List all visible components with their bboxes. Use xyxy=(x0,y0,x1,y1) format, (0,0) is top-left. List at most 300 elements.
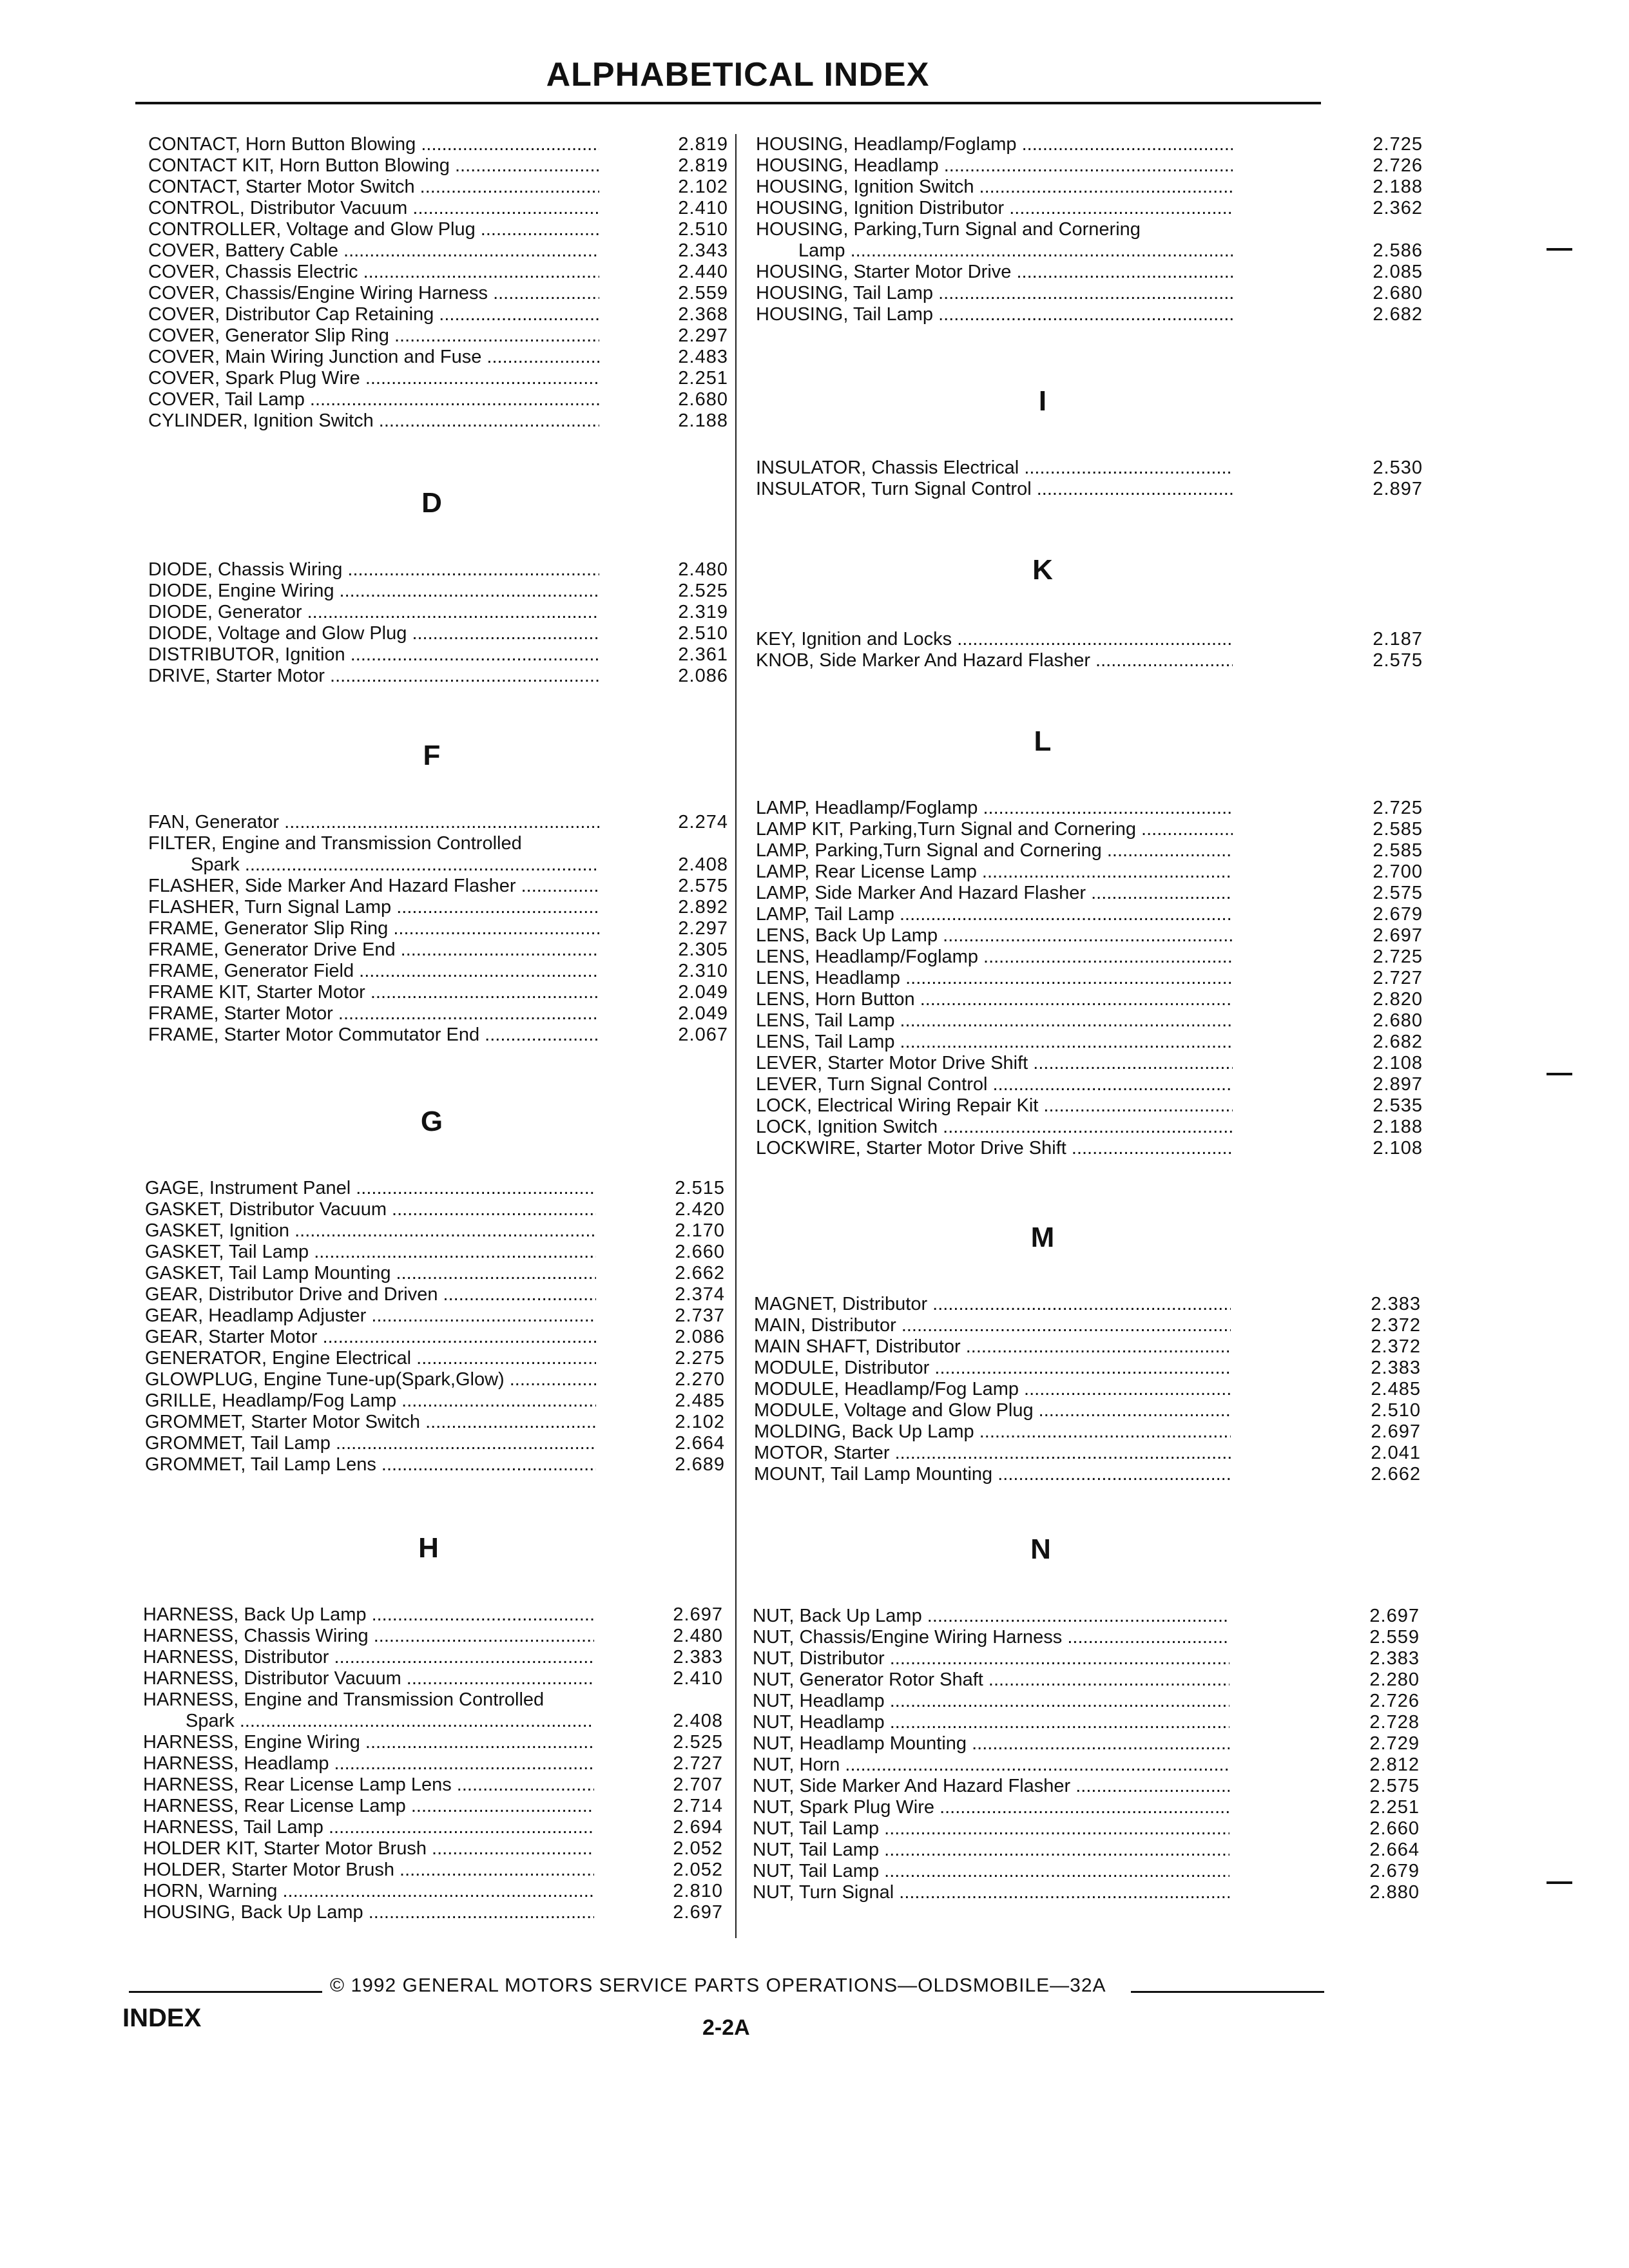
index-entry-page: 2.897 xyxy=(1373,479,1423,499)
index-entry-page: 2.660 xyxy=(1369,1818,1420,1839)
index-entry-text: GROMMET, Tail Lamp Lens ..... xyxy=(145,1454,596,1475)
index-entry-page: 2.820 xyxy=(1373,989,1423,1010)
index-entry-text: HARNESS, Distributor ..... xyxy=(143,1647,594,1668)
index-entry-page: 2.714 xyxy=(673,1796,723,1816)
index-entry-page: 2.682 xyxy=(1373,1032,1423,1052)
index-entry-text: DIODE, Voltage and Glow Plug ..... xyxy=(148,623,599,644)
index-entry-text: MAGNET, Distributor ..... xyxy=(754,1294,1231,1315)
index-entry-page: 2.586 xyxy=(1373,240,1423,261)
section-letter-n: N xyxy=(1030,1533,1051,1565)
index-entry-text: LENS, Tail Lamp ..... xyxy=(756,1032,1233,1053)
index-entry xyxy=(0,1796,730,1817)
index-group-d xyxy=(0,559,735,687)
index-entry-page: 2.420 xyxy=(675,1199,725,1220)
index-entry xyxy=(0,812,735,833)
index-entry xyxy=(733,1861,1442,1882)
index-entry-text: COVER, Chassis Electric ..... xyxy=(148,262,599,283)
index-entry xyxy=(737,840,1445,861)
index-entry-page: 2.086 xyxy=(678,666,728,686)
index-entry xyxy=(0,389,735,410)
index-entry-page: 2.041 xyxy=(1371,1443,1421,1463)
index-entry-page: 2.485 xyxy=(1371,1379,1421,1399)
index-entry-page: 2.727 xyxy=(1373,968,1423,988)
index-entry xyxy=(0,347,735,368)
index-entry xyxy=(737,283,1445,304)
index-entry xyxy=(0,666,735,687)
index-entry-text: HOUSING, Back Up Lamp ..... xyxy=(143,1902,594,1923)
index-entry-text: FRAME, Generator Slip Ring ..... xyxy=(148,918,599,939)
index-entry-text: DIODE, Chassis Wiring ..... xyxy=(148,559,599,581)
index-entry-text: GROMMET, Starter Motor Switch ..... xyxy=(145,1412,596,1433)
index-entry xyxy=(0,1881,730,1902)
index-entry-page: 2.697 xyxy=(673,1902,723,1923)
index-entry-text: FRAME KIT, Starter Motor ..... xyxy=(148,982,599,1003)
index-entry xyxy=(0,1433,732,1454)
index-entry xyxy=(737,798,1445,819)
index-entry-text: LAMP, Tail Lamp ..... xyxy=(756,904,1233,925)
index-entry xyxy=(737,134,1445,155)
index-entry-text: COVER, Chassis/Engine Wiring Harness ..... xyxy=(148,283,599,304)
index-entry-page: 2.319 xyxy=(678,602,728,622)
index-entry xyxy=(0,559,735,581)
index-entry-text: HOUSING, Ignition Distributor ..... xyxy=(756,198,1233,219)
index-entry-text: Lamp ..... xyxy=(756,240,1233,262)
index-entry xyxy=(0,1263,732,1284)
index-entry-page: 2.297 xyxy=(678,918,728,939)
index-entry-text: MODULE, Distributor ..... xyxy=(754,1358,1231,1379)
index-entry xyxy=(735,1294,1443,1315)
index-entry-page: 2.408 xyxy=(678,854,728,875)
index-entry-page: 2.679 xyxy=(1369,1861,1420,1881)
index-group-f xyxy=(0,812,735,1046)
index-entry-page: 2.187 xyxy=(1373,629,1423,649)
index-entry-page: 2.052 xyxy=(673,1838,723,1859)
index-entry-page: 2.664 xyxy=(1369,1840,1420,1860)
index-entry xyxy=(737,262,1445,283)
index-entry-page: 2.188 xyxy=(1373,177,1423,197)
index-entry xyxy=(733,1691,1442,1712)
section-letter-f: F xyxy=(423,740,441,771)
index-entry-page: 2.737 xyxy=(675,1305,725,1326)
index-entry-page: 2.275 xyxy=(675,1348,725,1369)
index-entry-text: HARNESS, Distributor Vacuum ..... xyxy=(143,1668,594,1689)
index-entry-page: 2.297 xyxy=(678,325,728,346)
index-entry-page: 2.280 xyxy=(1369,1669,1420,1690)
index-entry-page: 2.383 xyxy=(673,1647,723,1667)
index-entry xyxy=(733,1648,1442,1669)
index-entry xyxy=(0,368,735,389)
index-entry xyxy=(0,602,735,623)
index-entry-text: KNOB, Side Marker And Hazard Flasher ..... xyxy=(756,650,1233,671)
index-entry-page: 2.410 xyxy=(673,1668,723,1689)
index-entry-page: 2.530 xyxy=(1373,457,1423,478)
section-letter-i: I xyxy=(1038,385,1047,417)
index-entry-text: NUT, Headlamp ..... xyxy=(753,1712,1229,1733)
index-entry-text: LENS, Horn Button ..... xyxy=(756,989,1233,1010)
index-entry-page: 2.559 xyxy=(1369,1627,1420,1648)
index-entry-text: HOUSING, Tail Lamp ..... xyxy=(756,304,1233,325)
index-entry-text: HARNESS, Headlamp ..... xyxy=(143,1753,594,1774)
index-entry xyxy=(735,1379,1443,1400)
index-entry-text: Spark ..... xyxy=(148,854,599,876)
section-letter-g: G xyxy=(420,1106,443,1137)
index-entry-text: NUT, Generator Rotor Shaft ..... xyxy=(753,1669,1229,1691)
index-entry xyxy=(737,1074,1445,1095)
index-entry-page: 2.368 xyxy=(678,304,728,325)
index-entry-text: DISTRIBUTOR, Ignition ..... xyxy=(148,644,599,666)
index-entry-text: DRIVE, Starter Motor ..... xyxy=(148,666,599,687)
index-entry-text: FRAME, Generator Field ..... xyxy=(148,961,599,982)
index-entry xyxy=(0,1220,732,1242)
index-entry xyxy=(0,939,735,961)
index-entry-page: 2.510 xyxy=(678,623,728,644)
index-entry xyxy=(0,918,735,939)
index-entry-page: 2.662 xyxy=(675,1263,725,1283)
index-entry-text: COVER, Main Wiring Junction and Fuse ..... xyxy=(148,347,599,368)
index-entry xyxy=(0,623,735,644)
section-letter-k: K xyxy=(1032,554,1053,586)
index-entry-text: LAMP, Parking,Turn Signal and Cornering ..... xyxy=(756,840,1233,861)
index-entry-text: LOCKWIRE, Starter Motor Drive Shift ..... xyxy=(756,1138,1233,1159)
index-entry-page: 2.707 xyxy=(673,1774,723,1795)
index-entry-text: HOUSING, Tail Lamp ..... xyxy=(756,283,1233,304)
index-entry xyxy=(0,1305,732,1327)
index-group-n xyxy=(733,1606,1442,1903)
index-entry-page: 2.700 xyxy=(1373,861,1423,882)
index-entry-text: NUT, Back Up Lamp ..... xyxy=(753,1606,1229,1627)
index-entry-page: 2.662 xyxy=(1371,1464,1421,1485)
index-entry-text: NUT, Headlamp ..... xyxy=(753,1691,1229,1712)
index-entry-page: 2.727 xyxy=(673,1753,723,1774)
index-entry-text: CONTROLLER, Voltage and Glow Plug ..... xyxy=(148,219,599,240)
index-entry-page: 2.575 xyxy=(678,876,728,896)
index-entry-text: HARNESS, Chassis Wiring ..... xyxy=(143,1626,594,1647)
index-entry xyxy=(737,240,1445,262)
margin-mark xyxy=(1547,1073,1572,1075)
index-entry xyxy=(0,644,735,666)
index-entry-text: GEAR, Distributor Drive and Driven ..... xyxy=(145,1284,596,1305)
index-entry-text: HOUSING, Parking,Turn Signal and Cornering xyxy=(756,219,1141,240)
index-entry xyxy=(0,1838,730,1860)
index-entry-text: LAMP, Side Marker And Hazard Flasher ..... xyxy=(756,883,1233,904)
index-entry-page: 2.361 xyxy=(678,644,728,665)
index-entry xyxy=(0,1003,735,1024)
index-entry-page: 2.575 xyxy=(1373,650,1423,671)
index-group-h xyxy=(0,1604,730,1923)
index-entry-text: FLASHER, Turn Signal Lamp ..... xyxy=(148,897,599,918)
index-entry xyxy=(0,219,735,240)
index-entry-text: GRILLE, Headlamp/Fog Lamp ..... xyxy=(145,1390,596,1412)
index-entry xyxy=(737,1095,1445,1117)
index-entry xyxy=(0,1647,730,1668)
index-entry-text: HORN, Warning ..... xyxy=(143,1881,594,1902)
index-entry xyxy=(0,1199,732,1220)
index-entry xyxy=(0,198,735,219)
index-entry xyxy=(735,1464,1443,1485)
index-entry-page: 2.483 xyxy=(678,347,728,367)
footer-rule-right xyxy=(1131,1991,1324,1993)
index-entry-page: 2.383 xyxy=(1369,1648,1420,1669)
index-entry-text: MOLDING, Back Up Lamp ..... xyxy=(754,1421,1231,1443)
index-entry xyxy=(733,1840,1442,1861)
index-entry-text: NUT, Turn Signal ..... xyxy=(753,1882,1229,1903)
index-entry-text: NUT, Spark Plug Wire ..... xyxy=(753,1797,1229,1818)
index-entry-text: NUT, Headlamp Mounting ..... xyxy=(753,1733,1229,1754)
index-entry-text: HOLDER KIT, Starter Motor Brush ..... xyxy=(143,1838,594,1860)
index-entry-page: 2.510 xyxy=(678,219,728,240)
index-entry xyxy=(737,883,1445,904)
index-entry-page: 2.680 xyxy=(1373,1010,1423,1031)
index-entry xyxy=(0,581,735,602)
index-entry-page: 2.819 xyxy=(678,155,728,176)
index-entry-page: 2.188 xyxy=(1373,1117,1423,1137)
index-entry xyxy=(737,457,1445,479)
index-entry-text: NUT, Distributor ..... xyxy=(753,1648,1229,1669)
index-entry-page: 2.725 xyxy=(1373,134,1423,155)
index-entry-text: HOUSING, Ignition Switch ..... xyxy=(756,177,1233,198)
index-entry xyxy=(733,1669,1442,1691)
index-entry xyxy=(733,1733,1442,1754)
index-entry-text: LENS, Headlamp/Foglamp ..... xyxy=(756,947,1233,968)
index-entry-page: 2.188 xyxy=(678,410,728,431)
index-entry-page: 2.049 xyxy=(678,982,728,1003)
index-entry xyxy=(735,1400,1443,1421)
index-entry-text: GASKET, Ignition ..... xyxy=(145,1220,596,1242)
index-entry xyxy=(735,1358,1443,1379)
index-entry-page: 2.170 xyxy=(675,1220,725,1241)
index-entry-page: 2.812 xyxy=(1369,1754,1420,1775)
index-entry-text: COVER, Tail Lamp ..... xyxy=(148,389,599,410)
index-entry-text: COVER, Distributor Cap Retaining ..... xyxy=(148,304,599,325)
section-letter-l: L xyxy=(1034,726,1052,757)
index-entry-page: 2.510 xyxy=(1371,1400,1421,1421)
index-entry-page: 2.729 xyxy=(1369,1733,1420,1754)
index-entry xyxy=(0,854,735,876)
index-entry-text: HARNESS, Rear License Lamp Lens ..... xyxy=(143,1774,594,1796)
index-entry-text: CYLINDER, Ignition Switch ..... xyxy=(148,410,599,432)
index-entry xyxy=(737,819,1445,840)
index-entry xyxy=(733,1627,1442,1648)
index-entry-page: 2.525 xyxy=(678,581,728,601)
index-entry-page: 2.682 xyxy=(1373,304,1423,325)
index-entry-page: 2.310 xyxy=(678,961,728,981)
index-entry-text: NUT, Chassis/Engine Wiring Harness ..... xyxy=(753,1627,1229,1648)
section-letter-h: H xyxy=(418,1532,439,1564)
index-entry-page: 2.559 xyxy=(678,283,728,303)
index-entry xyxy=(0,1668,730,1689)
index-entry-page: 2.251 xyxy=(1369,1797,1420,1818)
index-entry-text: GEAR, Starter Motor ..... xyxy=(145,1327,596,1348)
index-group-m xyxy=(735,1294,1443,1485)
index-entry-text: GASKET, Tail Lamp Mounting ..... xyxy=(145,1263,596,1284)
index-entry-text: LENS, Tail Lamp ..... xyxy=(756,1010,1233,1032)
index-entry-page: 2.575 xyxy=(1369,1776,1420,1796)
index-entry xyxy=(735,1336,1443,1358)
index-entry-page: 2.362 xyxy=(1373,198,1423,218)
index-entry xyxy=(0,134,735,155)
footer-rule-left xyxy=(129,1991,322,1993)
index-entry-text: GEAR, Headlamp Adjuster ..... xyxy=(145,1305,596,1327)
index-group-i xyxy=(737,457,1445,500)
index-entry-page: 2.049 xyxy=(678,1003,728,1024)
index-group-h-continued xyxy=(737,134,1445,325)
index-entry xyxy=(737,1117,1445,1138)
index-entry xyxy=(733,1776,1442,1797)
margin-mark xyxy=(1547,1881,1572,1884)
index-entry-text: FILTER, Engine and Transmission Controlled xyxy=(148,833,522,854)
index-entry-text: NUT, Horn ..... xyxy=(753,1754,1229,1776)
index-entry xyxy=(737,479,1445,500)
index-entry xyxy=(735,1315,1443,1336)
index-entry xyxy=(735,1421,1443,1443)
index-entry xyxy=(0,1412,732,1433)
index-entry xyxy=(0,982,735,1003)
index-entry xyxy=(737,947,1445,968)
index-entry-text: GASKET, Distributor Vacuum ..... xyxy=(145,1199,596,1220)
index-entry xyxy=(737,1032,1445,1053)
index-entry-text: MODULE, Headlamp/Fog Lamp ..... xyxy=(754,1379,1231,1400)
index-entry xyxy=(737,198,1445,219)
index-entry-text: HARNESS, Rear License Lamp ..... xyxy=(143,1796,594,1817)
index-entry-page: 2.535 xyxy=(1373,1095,1423,1116)
index-entry xyxy=(0,1774,730,1796)
index-entry-text: NUT, Tail Lamp ..... xyxy=(753,1818,1229,1840)
index-entry xyxy=(0,283,735,304)
index-entry-text: DIODE, Generator ..... xyxy=(148,602,599,623)
index-entry-text: INSULATOR, Chassis Electrical ..... xyxy=(756,457,1233,479)
index-entry xyxy=(0,155,735,177)
index-entry xyxy=(0,1689,730,1711)
index-entry-page: 2.374 xyxy=(675,1284,725,1305)
index-entry-page: 2.408 xyxy=(673,1711,723,1731)
index-entry-page: 2.383 xyxy=(1371,1358,1421,1378)
index-entry-text: LOCK, Electrical Wiring Repair Kit ..... xyxy=(756,1095,1233,1117)
index-entry-page: 2.726 xyxy=(1369,1691,1420,1711)
index-entry-page: 2.892 xyxy=(678,897,728,918)
index-entry-text: FRAME, Generator Drive End ..... xyxy=(148,939,599,961)
index-entry-page: 2.680 xyxy=(678,389,728,410)
index-entry-page: 2.810 xyxy=(673,1881,723,1901)
index-entry-text: NUT, Side Marker And Hazard Flasher ..... xyxy=(753,1776,1229,1797)
index-entry xyxy=(733,1606,1442,1627)
title-rule xyxy=(135,102,1321,104)
index-entry xyxy=(0,1390,732,1412)
index-entry-text: FRAME, Starter Motor ..... xyxy=(148,1003,599,1024)
index-entry-page: 2.067 xyxy=(678,1024,728,1045)
index-entry-page: 2.585 xyxy=(1373,819,1423,840)
index-entry xyxy=(737,925,1445,947)
index-entry-page: 2.525 xyxy=(673,1732,723,1753)
index-entry xyxy=(0,1732,730,1753)
index-entry-text: CONTACT, Horn Button Blowing ..... xyxy=(148,134,599,155)
index-entry xyxy=(0,1178,732,1199)
index-entry xyxy=(0,1454,732,1475)
index-entry-text: HARNESS, Back Up Lamp ..... xyxy=(143,1604,594,1626)
index-entry xyxy=(737,304,1445,325)
index-entry xyxy=(737,1010,1445,1032)
index-entry xyxy=(737,968,1445,989)
index-entry xyxy=(0,1284,732,1305)
index-entry-text: LAMP, Rear License Lamp ..... xyxy=(756,861,1233,883)
index-entry-text: MOTOR, Starter ..... xyxy=(754,1443,1231,1464)
index-entry-page: 2.251 xyxy=(678,368,728,389)
index-entry-page: 2.085 xyxy=(1373,262,1423,282)
index-entry-page: 2.726 xyxy=(1373,155,1423,176)
index-entry-page: 2.274 xyxy=(678,812,728,832)
index-entry-page: 2.440 xyxy=(678,262,728,282)
index-entry xyxy=(0,1604,730,1626)
index-entry xyxy=(737,650,1445,671)
index-entry-text: GENERATOR, Engine Electrical ..... xyxy=(145,1348,596,1369)
index-entry xyxy=(735,1443,1443,1464)
index-entry xyxy=(0,1242,732,1263)
index-entry xyxy=(0,1817,730,1838)
index-entry-page: 2.102 xyxy=(675,1412,725,1432)
index-entry xyxy=(0,897,735,918)
index-entry-text: LOCK, Ignition Switch ..... xyxy=(756,1117,1233,1138)
index-entry-page: 2.697 xyxy=(1371,1421,1421,1442)
index-entry-text: HARNESS, Engine Wiring ..... xyxy=(143,1732,594,1753)
index-entry xyxy=(0,1024,735,1046)
index-entry-text: KEY, Ignition and Locks ..... xyxy=(756,629,1233,650)
index-entry xyxy=(0,1711,730,1732)
index-entry-page: 2.697 xyxy=(1369,1606,1420,1626)
index-entry-text: COVER, Spark Plug Wire ..... xyxy=(148,368,599,389)
index-entry-page: 2.897 xyxy=(1373,1074,1423,1095)
index-entry xyxy=(737,177,1445,198)
index-entry-text: MAIN SHAFT, Distributor ..... xyxy=(754,1336,1231,1358)
index-entry-page: 2.343 xyxy=(678,240,728,261)
index-entry-text: LAMP, Headlamp/Foglamp ..... xyxy=(756,798,1233,819)
index-entry-page: 2.694 xyxy=(673,1817,723,1838)
index-entry-page: 2.052 xyxy=(673,1860,723,1880)
index-entry xyxy=(733,1818,1442,1840)
index-entry-text: CONTACT, Starter Motor Switch ..... xyxy=(148,177,599,198)
index-entry-text: INSULATOR, Turn Signal Control ..... xyxy=(756,479,1233,500)
index-entry-page: 2.819 xyxy=(678,134,728,155)
index-entry-text: LEVER, Starter Motor Drive Shift ..... xyxy=(756,1053,1233,1074)
index-entry-text: HARNESS, Engine and Transmission Controlled xyxy=(143,1689,545,1710)
index-entry-page: 2.372 xyxy=(1371,1336,1421,1357)
index-entry xyxy=(0,1860,730,1881)
index-entry-page: 2.480 xyxy=(673,1626,723,1646)
index-entry-page: 2.480 xyxy=(678,559,728,580)
index-entry-text: LEVER, Turn Signal Control ..... xyxy=(756,1074,1233,1095)
index-entry-page: 2.585 xyxy=(1373,840,1423,861)
index-entry xyxy=(0,1626,730,1647)
index-entry-page: 2.660 xyxy=(675,1242,725,1262)
index-entry-page: 2.880 xyxy=(1369,1882,1420,1903)
index-entry-text: COVER, Generator Slip Ring ..... xyxy=(148,325,599,347)
index-entry-text: HOUSING, Starter Motor Drive ..... xyxy=(756,262,1233,283)
index-entry xyxy=(0,1369,732,1390)
index-entry-text: MODULE, Voltage and Glow Plug ..... xyxy=(754,1400,1231,1421)
index-entry xyxy=(0,1348,732,1369)
page-title: ALPHABETICAL INDEX xyxy=(546,56,930,93)
index-entry-text: FRAME, Starter Motor Commutator End ..... xyxy=(148,1024,599,1046)
index-entry xyxy=(733,1797,1442,1818)
index-entry-page: 2.664 xyxy=(675,1433,725,1454)
index-entry-text: FAN, Generator ..... xyxy=(148,812,599,833)
index-entry-page: 2.689 xyxy=(675,1454,725,1475)
index-entry xyxy=(737,155,1445,177)
index-entry-text: NUT, Tail Lamp ..... xyxy=(753,1840,1229,1861)
index-group-l xyxy=(737,798,1445,1159)
index-group-k xyxy=(737,629,1445,671)
index-entry xyxy=(737,629,1445,650)
index-entry-text: Spark ..... xyxy=(143,1711,594,1732)
index-entry-page: 2.086 xyxy=(675,1327,725,1347)
